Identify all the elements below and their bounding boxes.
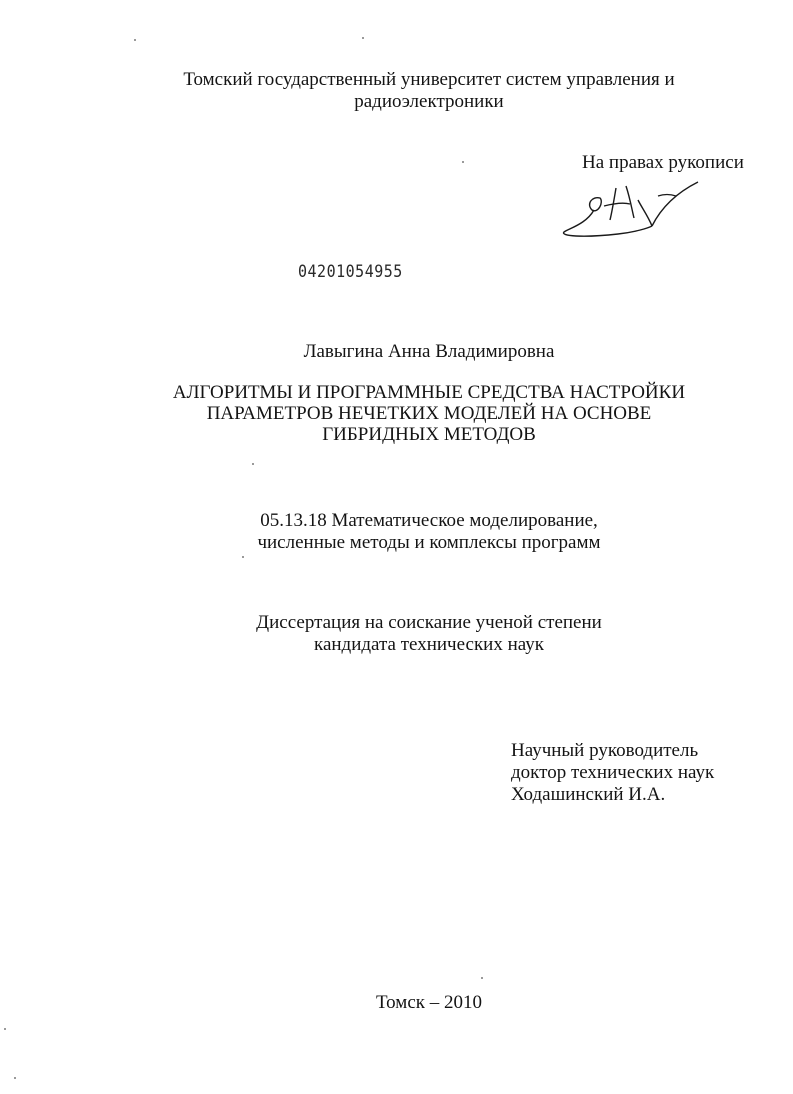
advisor-role: Научный руководитель [511,740,699,761]
scan-speck [462,161,464,163]
degree-line1: Диссертация на соискание ученой степени [256,612,602,633]
scan-speck [362,37,364,39]
advisor-degree: доктор технических наук [511,762,715,783]
thesis-title-line3: ГИБРИДНЫХ МЕТОДОВ [322,424,536,445]
scan-speck [252,463,254,465]
scan-speck [134,39,136,41]
thesis-title-line2: ПАРАМЕТРОВ НЕЧЕТКИХ МОДЕЛЕЙ НА ОСНОВЕ [206,403,652,424]
city-year: Томск – 2010 [375,992,482,1013]
university-name-line2: радиоэлектроники [354,91,504,112]
scan-speck [242,556,244,558]
author-name: Лавыгина Анна Владимировна [303,341,555,362]
specialty-line2: численные методы и комплексы программ [257,532,601,553]
university-name-line1: Томский государственный университет систем управления и [183,69,675,90]
manuscript-note: На правах рукописи [582,152,744,173]
signature [556,180,706,246]
thesis-title-line1: АЛГОРИТМЫ И ПРОГРАММНЫЕ СРЕДСТВА НАСТРОЙКИ [172,382,686,403]
advisor-name: Ходашинский И.А. [511,784,666,805]
scan-speck [14,1077,16,1079]
degree-line2: кандидата технических наук [314,634,544,655]
scan-speck [481,977,483,979]
registration-number: 04201054955 [298,261,403,282]
scan-speck [4,1028,6,1030]
specialty-line1: 05.13.18 Математическое моделирование, [260,510,598,531]
